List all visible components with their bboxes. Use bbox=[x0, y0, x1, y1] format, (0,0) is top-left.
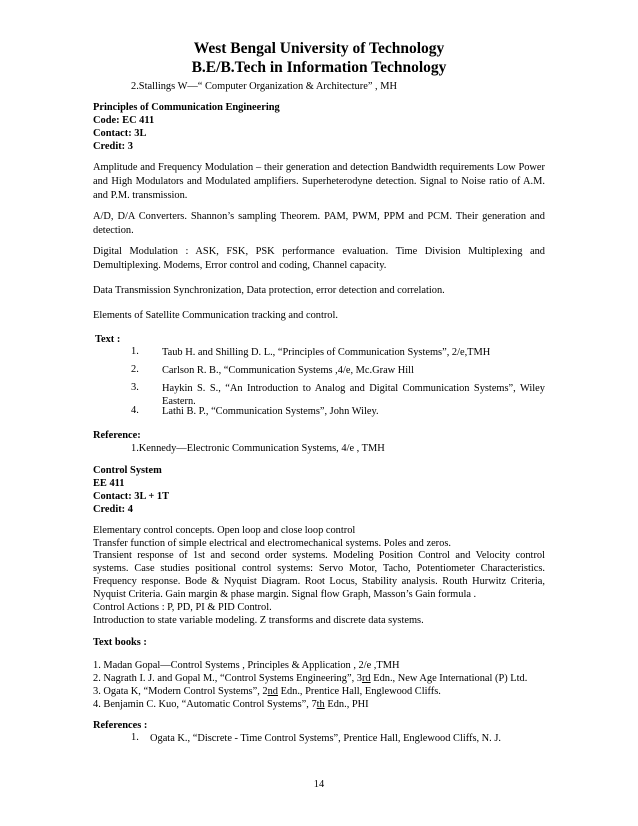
text-item-number: 1. bbox=[131, 346, 139, 357]
textbook-item: 4. Benjamin C. Kuo, “Automatic Control Systems”, 7th Edn., PHI bbox=[93, 699, 369, 710]
text-item: Carlson R. B., “Communication Systems ,4/e, Mc.Graw Hill bbox=[162, 365, 414, 376]
university-title: West Bengal University of Technology bbox=[193, 40, 445, 57]
course2-line-2: Transfer function of simple electrical and electromechanical systems. Poles and zeros. bbox=[93, 538, 451, 549]
textbook-item: 1. Madan Gopal—Control Systems , Principles & Application , 2/e ,TMH bbox=[93, 660, 400, 671]
course1-reference-heading: Reference: bbox=[93, 430, 141, 441]
textbook-item: 3. Ogata K, “Modern Control Systems”, 2nd Edn., Prentice Hall, Englewood Cliffs. bbox=[93, 686, 441, 697]
page-number: 14 bbox=[313, 779, 325, 790]
previous-reference-line: 2.Stallings W—“ Computer Organization & Architecture” , MH bbox=[131, 81, 397, 92]
course1-paragraph-3: Digital Modulation : ASK, FSK, PSK performance evaluation. Time Division Multiplexing and Demultiplexing. Modems, Error control and coding, Channel capacity. bbox=[93, 246, 545, 271]
course2-paragraph: Transient response of 1st and second order systems. Modeling Position Control and Velocity control systems. Case studies positional control systems: Servo Motor, Tacho, Potentiometer Characteristics. Frequency response. Bode & Nyquist Diagram. Root Locus, Stability analysis. Routh Hurwitz Criteria, Nyquist Criteria. Gain margin & phase margin. Signal flow Graph, Masson’s Gain formula . bbox=[93, 550, 545, 600]
text-item-number: 2. bbox=[131, 364, 139, 375]
course2-references-heading: References : bbox=[93, 720, 148, 731]
course1-title: Principles of Communication Engineering bbox=[93, 102, 280, 113]
course1-paragraph-5: Elements of Satellite Communication tracking and control. bbox=[93, 310, 338, 321]
course2-line-3: Control Actions : P, PD, PI & PID Control. bbox=[93, 602, 272, 613]
textbook-item: 2. Nagrath I. J. and Gopal M., “Control Systems Engineering”, 3rd Edn., New Age International (P) Ltd. bbox=[93, 673, 528, 684]
course2-line-4: Introduction to state variable modeling. Z transforms and discrete data systems. bbox=[93, 615, 424, 626]
course1-paragraph-2: A/D, D/A Converters. Shannon’s sampling Theorem. PAM, PWM, PPM and PCM. Their generation and detection. bbox=[93, 211, 545, 236]
course1-paragraph-4: Data Transmission Synchronization, Data protection, error detection and correlation. bbox=[93, 285, 445, 296]
text-item: Taub H. and Shilling D. L., “Principles of Communication Systems”, 2/e,TMH bbox=[162, 347, 491, 358]
text-item: Lathi B. P., “Communication Systems”, John Wiley. bbox=[162, 406, 379, 417]
course1-text-heading: Text : bbox=[95, 334, 121, 345]
course1-code: Code: EC 411 bbox=[93, 115, 155, 126]
program-title: B.E/B.Tech in Information Technology bbox=[191, 59, 447, 76]
reference-item-number: 1. bbox=[131, 732, 139, 743]
reference-item: Ogata K., “Discrete - Time Control Systems”, Prentice Hall, Englewood Cliffs, N. J. bbox=[150, 733, 502, 744]
course2-credit: Credit: 4 bbox=[93, 504, 133, 515]
course1-contact: Contact: 3L bbox=[93, 128, 147, 139]
text-item-number: 4. bbox=[131, 405, 139, 416]
course2-code: EE 411 bbox=[93, 478, 125, 489]
text-item-number: 3. bbox=[131, 382, 139, 393]
course2-textbooks-heading: Text books : bbox=[93, 637, 147, 648]
text-item: Haykin S. S., “An Introduction to Analog and Digital Communication Systems”, Wiley Eastern. bbox=[162, 383, 545, 407]
course1-paragraph-1: Amplitude and Frequency Modulation – their generation and detection Bandwidth requirements Low Power and High Modulators and Modulated amplifiers. Superheterodyne detection. Signal to Noise ratio of A.M. and P.M. transmission. bbox=[93, 162, 545, 201]
course2-contact: Contact: 3L + 1T bbox=[93, 491, 170, 502]
course1-reference: 1.Kennedy—Electronic Communication Systems, 4/e , TMH bbox=[131, 443, 385, 454]
course1-credit: Credit: 3 bbox=[93, 141, 133, 152]
course2-title: Control System bbox=[93, 465, 162, 476]
course2-line-1: Elementary control concepts. Open loop and close loop control bbox=[93, 525, 356, 536]
